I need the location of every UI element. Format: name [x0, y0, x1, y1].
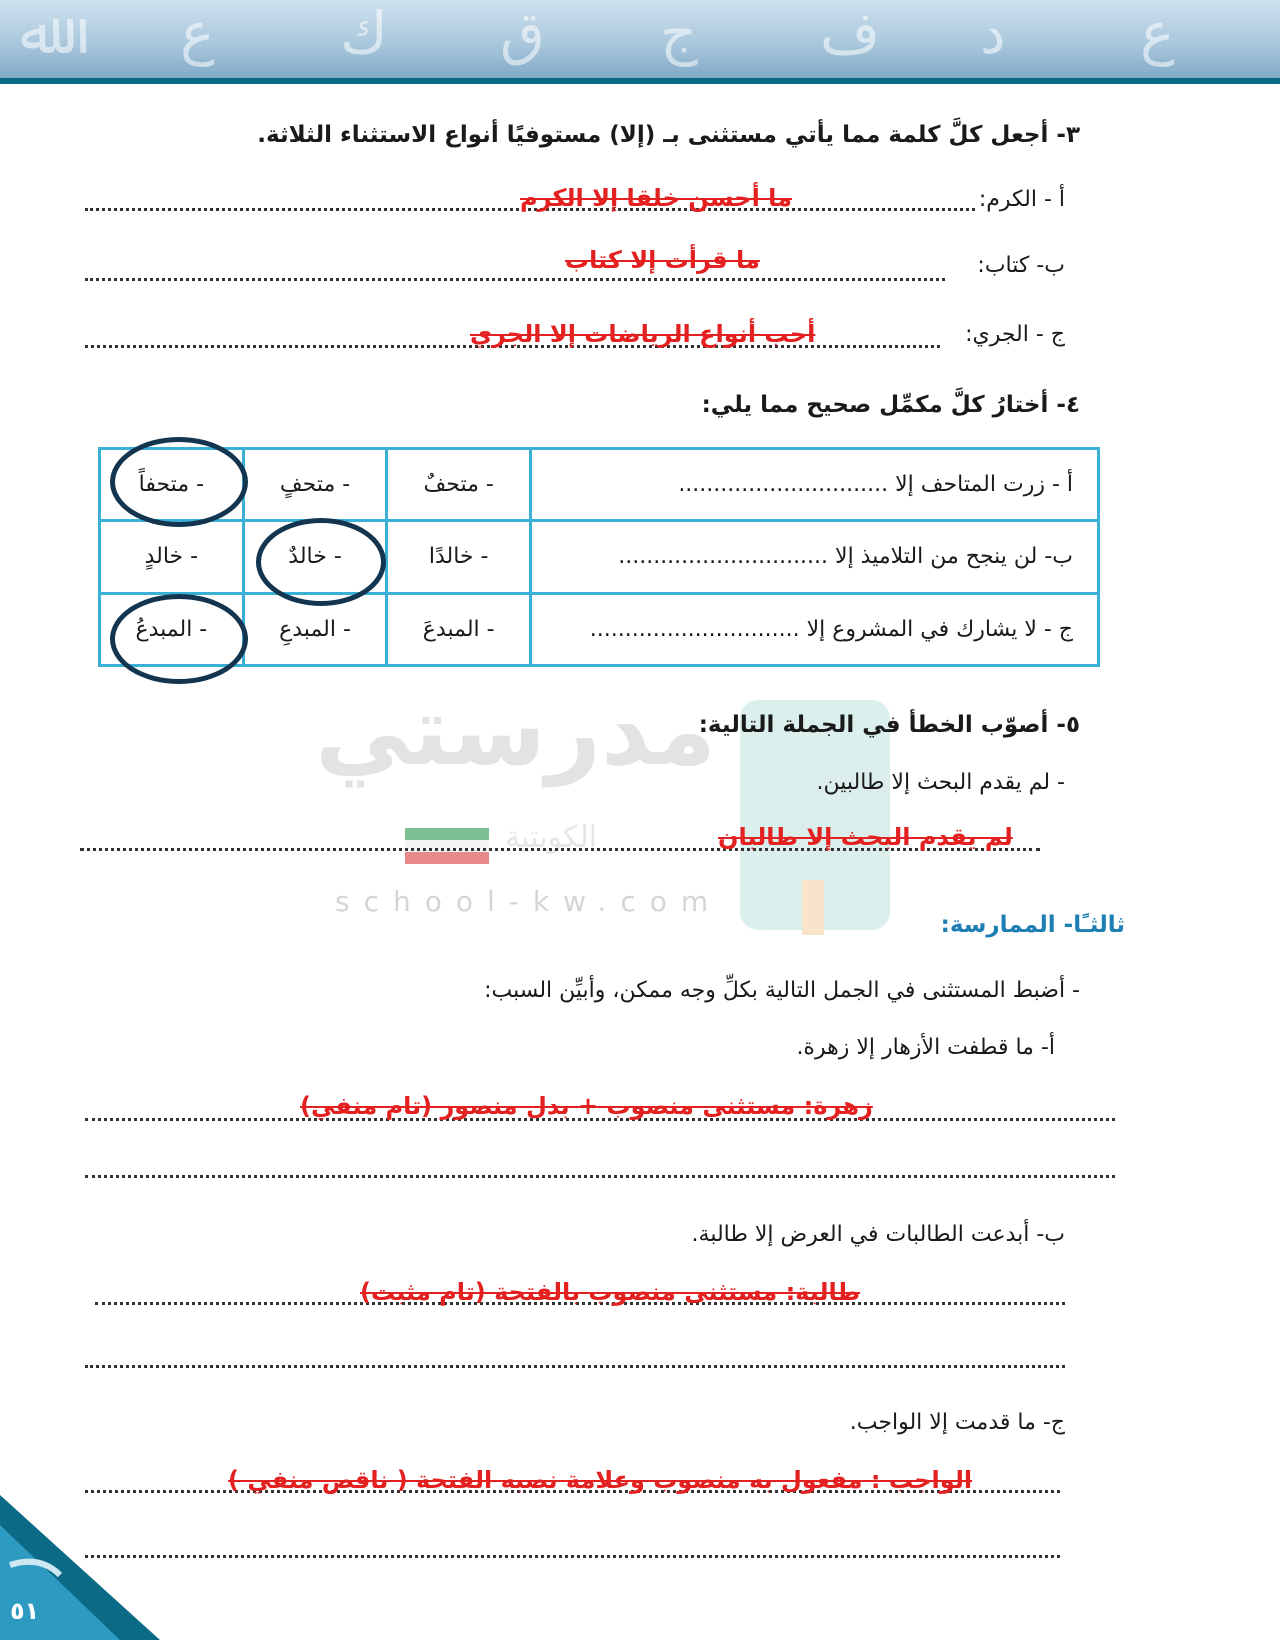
choice-option[interactable]: - المبدعِ	[243, 593, 387, 665]
calligraphy-ornament: ﻕ	[500, 0, 546, 67]
selection-circle-icon	[110, 437, 248, 527]
q3-answer-c[interactable]: أحب أنواع الرياضات إلا الجري	[470, 320, 816, 348]
q3-label-b: ب- كتاب:	[977, 253, 1065, 278]
answer-line	[85, 1555, 1060, 1558]
practice-answer-a[interactable]: زهرة: مستثنى منصوب + بدل منصور (تام منفي)	[300, 1092, 873, 1120]
practice-instruction: - أضبط المستثنى في الجمل التالية بكلِّ وجه ممكن، وأبيِّن السبب:	[484, 978, 1080, 1003]
selection-circle-icon	[256, 518, 386, 606]
choices-table	[98, 447, 1100, 667]
choice-option-selected[interactable]: - خالدٌ	[243, 521, 387, 593]
watermark-brand: مدرستي	[315, 675, 716, 787]
header-banner	[0, 0, 1280, 80]
calligraphy-ornament: ﺩ	[980, 0, 1006, 67]
q3-answer-a[interactable]: ما أحسن خلقا إلا الكرم	[520, 184, 793, 212]
calligraphy-ornament: ﻉ	[180, 0, 215, 67]
watermark-flag-icon	[405, 828, 489, 864]
question-5-title: ٥- أصوّب الخطأ في الجملة التالية:	[698, 712, 1080, 738]
question-3-title: ٣- أجعل كلَّ كلمة مما يأتي مستثنى بـ (إلا) مستوفيًا أنواع الاستثناء الثلاثة.	[257, 122, 1080, 148]
q3-label-c: ج - الجري:	[965, 322, 1065, 347]
table-row	[100, 593, 1099, 665]
practice-sentence-c: ج- ما قدمت إلا الواجب.	[849, 1410, 1065, 1435]
practice-sentence-a: أ- ما قطفت الأزهار إلا زهرة.	[796, 1035, 1055, 1060]
choice-option-selected[interactable]: - المبدعُ	[100, 593, 244, 665]
calligraphy-ornament: ﷲ	[20, 0, 54, 67]
choice-option[interactable]: - متحفٍ	[243, 449, 387, 521]
selection-circle-icon	[110, 594, 248, 684]
choice-option[interactable]: - متحفٌ	[387, 449, 531, 521]
practice-answer-c[interactable]: الواجب : مفعول به منصوب وعلامة نصبه الفتحة ( ناقص منفي )	[228, 1466, 973, 1494]
practice-heading: ثالثـًا- الممارسة:	[940, 912, 1125, 938]
answer-line	[85, 1365, 1065, 1368]
choice-option-selected[interactable]: - متحفاً	[100, 449, 244, 521]
practice-answer-b[interactable]: طالبة: مستثنى منصوب بالفتحة (تام مثبت)	[360, 1278, 861, 1306]
answer-line	[85, 1175, 1115, 1178]
q3-answer-b[interactable]: ما قرأت إلا كتاب	[565, 246, 760, 274]
q5-answer[interactable]: لم يقدم البحث إلا طالبان	[718, 823, 1013, 851]
calligraphy-ornament: ﻑ	[820, 0, 881, 67]
page-number: ٥١	[10, 1597, 40, 1625]
table-row	[100, 449, 1099, 521]
watermark-sub: الكويتية	[505, 820, 598, 855]
banner-edge	[0, 78, 1280, 84]
choice-stem: ب- لن ينجح من التلاميذ إلا ..............................	[531, 521, 1099, 593]
choice-stem: أ - زرت المتاحف إلا ..............................	[531, 449, 1099, 521]
practice-sentence-b: ب- أبدعت الطالبات في العرض إلا طالبة.	[691, 1222, 1065, 1247]
choice-option[interactable]: - خالدًا	[387, 521, 531, 593]
watermark-url: school-kw.com	[335, 885, 723, 918]
choice-option[interactable]: - خالدٍ	[100, 521, 244, 593]
choice-option[interactable]: - المبدعَ	[387, 593, 531, 665]
calligraphy-ornament: ﻉ	[1140, 0, 1175, 67]
q5-sentence: - لم يقدم البحث إلا طالبين.	[816, 770, 1065, 795]
answer-line	[85, 278, 945, 281]
calligraphy-ornament: ﻙ	[340, 0, 388, 67]
question-4-title: ٤- أختارُ كلَّ مكمِّل صحيح مما يلي:	[701, 392, 1080, 418]
calligraphy-ornament: ﺝ	[660, 0, 698, 67]
choice-stem: ج - لا يشارك في المشروع إلا ..............................	[531, 593, 1099, 665]
table-row	[100, 521, 1099, 593]
q3-label-a: أ - الكرم:	[978, 187, 1065, 212]
